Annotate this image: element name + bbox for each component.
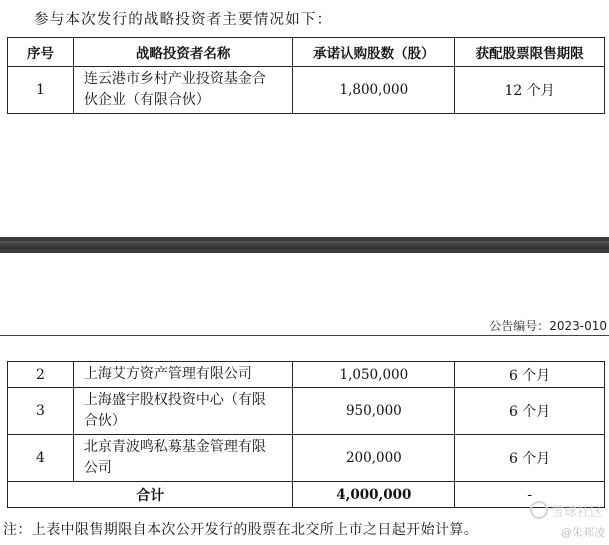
header-investor: 战略投资者名称 — [73, 38, 293, 67]
strategic-investor-table-top — [7, 37, 605, 114]
watermark-author: @朱邦凌 — [561, 526, 605, 539]
cell-no: 3 — [8, 388, 74, 435]
watermark — [530, 501, 603, 520]
header-no: 序号 — [8, 38, 74, 67]
investor-line-2: 公司 — [83, 460, 112, 476]
snowball-logo-icon — [530, 501, 548, 519]
cell-investor — [73, 67, 293, 114]
investor-line-2: 合伙） — [83, 413, 126, 429]
intro-text: 参与本次发行的战略投资者主要情况如下： — [34, 12, 333, 28]
cell-shares: 950,000 — [293, 388, 455, 435]
header-lockup: 获配股票限售期限 — [455, 38, 605, 67]
investor-line-1: 北京青波鸣私募基金管理有限 — [83, 439, 266, 455]
investor-line-2: 伙企业（有限合伙） — [83, 92, 210, 108]
investor-line-1: 上海盛宇股权投资中心（有限 — [83, 392, 266, 408]
cell-no: 4 — [8, 435, 74, 482]
total-lockup: - — [455, 482, 605, 508]
cell-shares: 1,800,000 — [293, 67, 455, 114]
strategic-investor-table-bottom — [7, 361, 605, 508]
table-row — [8, 362, 605, 388]
total-label: 合计 — [8, 482, 293, 508]
cell-lockup: 6 个月 — [455, 388, 605, 435]
table-header-row — [8, 38, 605, 67]
cell-investor: 上海艾方资产管理有限公司 — [73, 362, 293, 388]
cell-shares: 1,050,000 — [293, 362, 455, 388]
page-break-divider — [0, 237, 609, 253]
watermark-text: 雪球社区 — [550, 505, 603, 520]
header-shares: 承诺认购股数（股） — [293, 38, 455, 67]
table-row — [8, 67, 605, 114]
cell-lockup: 12 个月 — [455, 67, 605, 114]
cell-lockup: 6 个月 — [455, 362, 605, 388]
total-shares: 4,000,000 — [293, 482, 455, 508]
cell-no: 1 — [8, 67, 74, 114]
cell-lockup: 6 个月 — [455, 435, 605, 482]
announcement-number: 公告编号：2023-010 — [489, 319, 607, 333]
cell-investor — [73, 388, 293, 435]
header-rule — [0, 335, 609, 336]
cell-investor — [73, 435, 293, 482]
table-row — [8, 388, 605, 435]
table-row — [8, 435, 605, 482]
investor-line-1: 连云港市乡村产业投资基金合 — [83, 71, 266, 87]
cell-shares: 200,000 — [293, 435, 455, 482]
footnote: 注：上表中限售期限自本次公开发行的股票在北交所上市之日起开始计算。 — [3, 522, 479, 538]
cell-no: 2 — [8, 362, 74, 388]
total-row — [8, 482, 605, 508]
